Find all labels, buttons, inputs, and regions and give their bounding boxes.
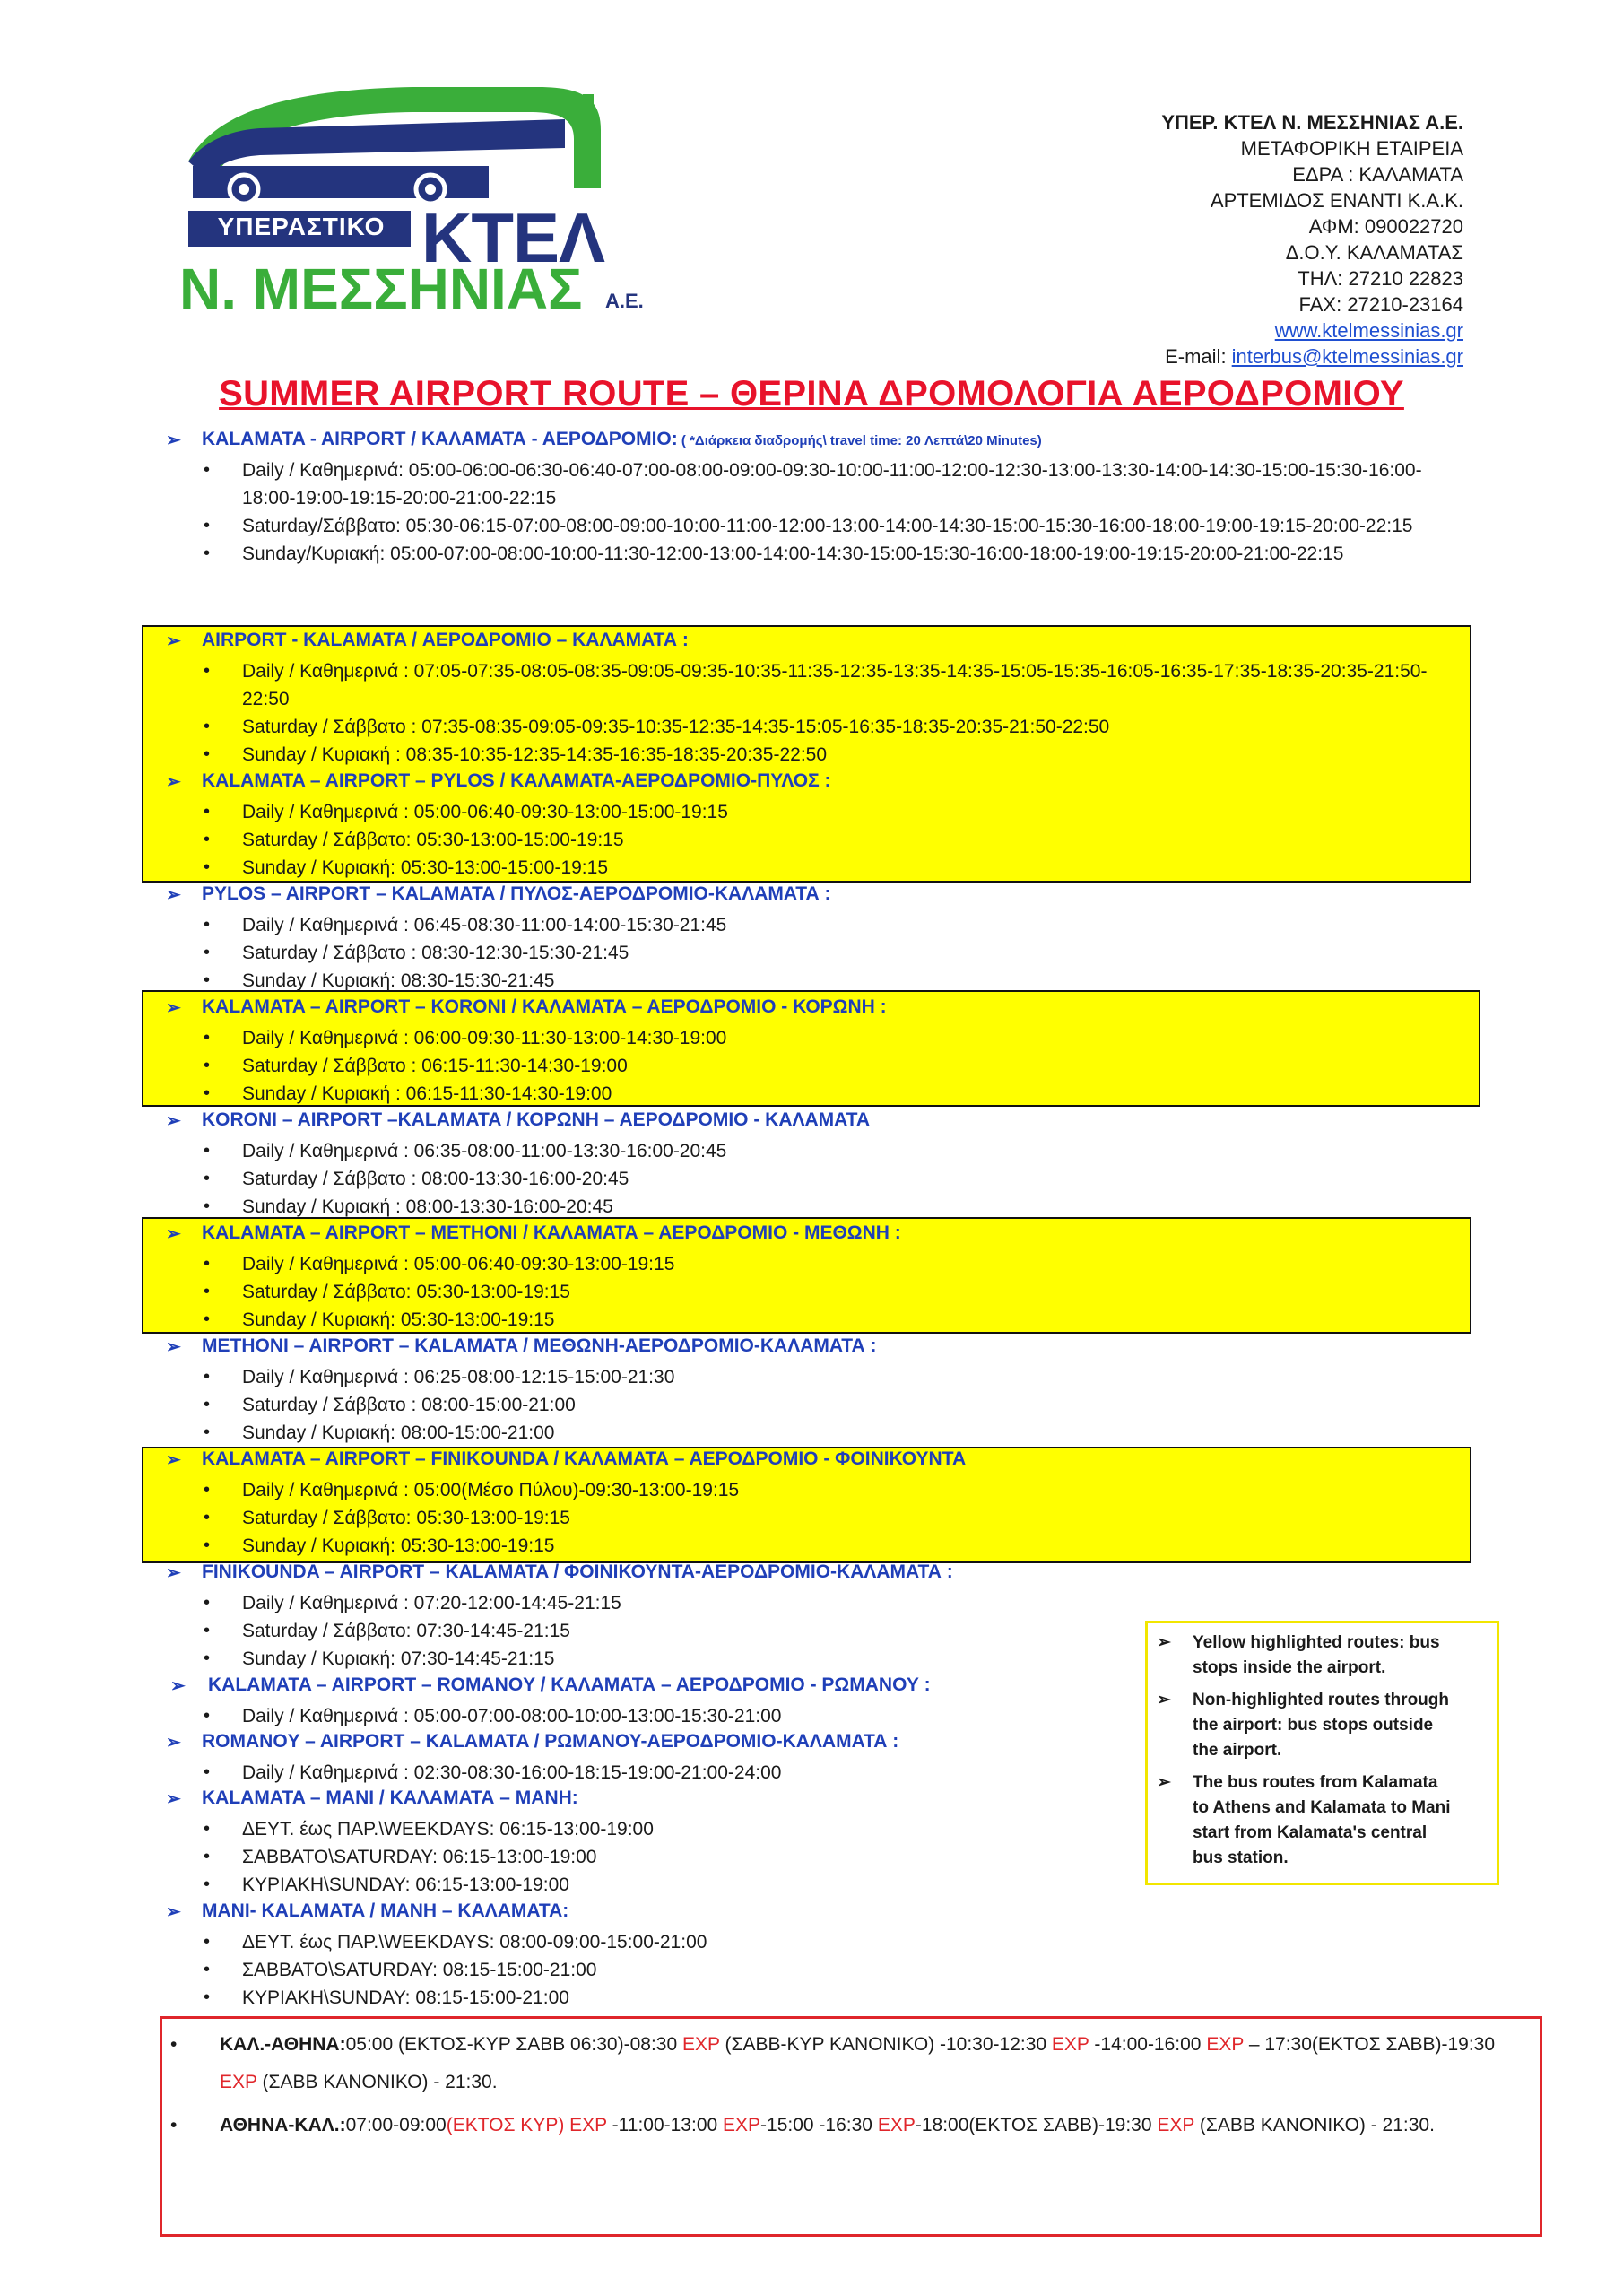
schedule-item: • Sunday / Κυριακή : 06:15-11:30-14:30-19:00 <box>0 1080 1623 1108</box>
arrow-icon: ➢ <box>166 1733 181 1752</box>
bullet-icon: • <box>204 1762 211 1782</box>
bullet-icon: • <box>204 1593 211 1613</box>
route-section <box>0 630 1623 769</box>
route-heading-text: MANI- KALAMATA / ΜΑΝΗ – ΚΑΛΑΜΑΤΑ: <box>202 1900 569 1921</box>
schedule-item: • Saturday / Σάββατο: 05:30-13:00-15:00-19:15 <box>0 826 1623 854</box>
athens-line: • ΚΑΛ.-ΑΘΗΝΑ:05:00 (ΕΚΤΟΣ-ΚΥΡ ΣΑΒΒ 06:30)-08:30 EXP (ΣΑΒΒ-ΚΥΡ ΚΑΝΟΝΙΚΟ) -10:30-12:30 EXP -14:00-16:00 EXP – 17:30(ΕΚΤΟΣ ΣΑΒΒ)-19:30 EXP (ΣΑΒΒ ΚΑΝΟΝΙΚΟ) - 21:30. <box>211 2026 1511 2101</box>
route-heading-text: KALAMATA – AIRPORT – KORONI / ΚΑΛΑΜΑΤΑ – ΑΕΡΟΔΡΟΜΙΟ - ΚΟΡΩΝΗ : <box>202 996 887 1017</box>
bullet-icon: • <box>204 460 211 480</box>
email-link[interactable]: interbus@ktelmessinias.gr <box>1231 345 1463 368</box>
bullet-icon: • <box>204 1960 211 1979</box>
arrow-icon: ➢ <box>166 1224 181 1244</box>
bullet-icon: • <box>204 1309 211 1329</box>
logo-bottom-text: Ν. ΜΕΣΣΗΝΙΑΣ <box>179 257 583 321</box>
schedule-item: • Saturday / Σάββατο: 05:30-13:00-19:15 <box>0 1504 1623 1532</box>
route-heading <box>0 1222 1623 1250</box>
bullet-icon: • <box>204 802 211 822</box>
bullet-icon: • <box>204 1648 211 1668</box>
bullet-icon: • <box>204 1141 211 1161</box>
route-section <box>0 429 1623 568</box>
schedule-item: • Saturday / Σάββατο: 05:30-13:00-19:15 <box>0 1278 1623 1306</box>
schedule-item: • Daily / Καθημερινά : 05:00(Μέσο Πύλου)-09:30-13:00-19:15 <box>0 1476 1623 1504</box>
bullet-icon: • <box>204 516 211 535</box>
route-heading-text: KALAMATA - AIRPORT / ΚΑΛΑΜΑΤΑ - ΑΕΡΟΔΡΟΜΙΟ: <box>202 429 678 449</box>
schedule-item: • Daily / Καθημερινά : 07:20-12:00-14:45-21:15 <box>0 1589 1623 1617</box>
bullet-icon: • <box>204 857 211 877</box>
arrow-icon: ➢ <box>166 998 181 1018</box>
schedule-item: • Sunday/Κυριακή: 05:00-07:00-08:00-10:00-11:30-12:00-13:00-14:00-14:30-15:00-15:30-16:00-18:00-19:00-19:15-20:00-21:00-22:15 <box>0 540 1623 568</box>
arrow-icon: ➢ <box>166 1111 181 1131</box>
company-info <box>1161 109 1463 370</box>
arrow-icon: ➢ <box>166 1450 181 1470</box>
company-line: ΑΦΜ: 090022720 <box>1308 215 1463 238</box>
arrow-icon: ➢ <box>1157 1773 1171 1792</box>
schedule-item: • Daily / Καθημερινά: 05:00-06:00-06:30-06:40-07:00-08:00-09:00-09:30-10:00-11:00-12:00-12:30-13:00-13:30-14:00-14:30-15:00-15:30-16:00-18:00-19:00-19:15-20:00-21:00-22:15 <box>0 457 1623 512</box>
schedule-item: • Daily / Καθημερινά : 05:00-06:40-09:30-13:00-19:15 <box>0 1250 1623 1278</box>
schedule-item: • Daily / Καθημερινά : 02:30-08:30-16:00-18:15-19:00-21:00-24:00 <box>0 1759 1623 1787</box>
arrow-icon: ➢ <box>1157 1691 1171 1709</box>
route-heading-text: KALAMATA – MANI / ΚΑΛΑΜΑΤΑ – ΜΑΝΗ: <box>202 1787 578 1808</box>
arrow-icon: ➢ <box>166 885 181 905</box>
schedule-item: • Daily / Καθημερινά : 06:35-08:00-11:00-13:30-16:00-20:45 <box>0 1137 1623 1165</box>
route-heading-text: KALAMATA – AIRPORT – ROMANOY / ΚΑΛΑΜΑΤΑ – ΑΕΡΟΔΡΟΜΙΟ - ΡΩΜΑΝΟΥ : <box>208 1674 931 1695</box>
arrow-icon: ➢ <box>170 1676 186 1696</box>
route-section <box>0 770 1623 882</box>
bullet-icon: • <box>204 1847 211 1866</box>
schedule-item: • Saturday / Σάββατο: 07:30-14:45-21:15 <box>0 1617 1623 1645</box>
schedule-item: • Sunday / Κυριακή : 08:35-10:35-12:35-14:35-16:35-18:35-20:35-22:50 <box>0 741 1623 769</box>
route-heading-text: ROMANOY – AIRPORT – KALAMATA / ΡΩΜΑΝΟΥ-ΑΕΡΟΔΡΟΜΙΟ-ΚΑΛΑΜΑΤΑ : <box>202 1731 899 1752</box>
schedule-item: • Saturday / Σάββατο : 08:30-12:30-15:30-21:45 <box>0 939 1623 967</box>
route-heading-text: KORONI – AIRPORT –KALAMATA / ΚΟΡΩΝΗ – ΑΕΡΟΔΡΟΜΙΟ - ΚΑΛΑΜΑΤΑ <box>202 1109 871 1130</box>
schedule-item: • Daily / Καθημερινά : 06:00-09:30-11:30-13:00-14:30-19:00 <box>0 1024 1623 1052</box>
bullet-icon: • <box>204 1621 211 1640</box>
schedule-item: • Daily / Καθημερινά : 06:45-08:30-11:00-14:00-15:30-21:45 <box>0 911 1623 939</box>
route-heading-text: METHONI – AIRPORT – KALAMATA / ΜΕΘΩΝΗ-ΑΕΡΟΔΡΟΜΙΟ-ΚΑΛΑΜΑΤΑ : <box>202 1335 877 1356</box>
bullet-icon: • <box>204 1196 211 1216</box>
schedule-item: • Sunday / Κυριακή: 08:00-15:00-21:00 <box>0 1419 1623 1447</box>
bullet-icon: • <box>204 1056 211 1075</box>
bullet-icon: • <box>204 1028 211 1048</box>
schedule-item: • Sunday / Κυριακή: 05:30-13:00-19:15 <box>0 1532 1623 1560</box>
company-line: ΤΗΛ: 27210 22823 <box>1298 267 1463 290</box>
bullet-icon: • <box>204 1535 211 1555</box>
schedule-item: • ΣΑΒΒΑΤΟ\SATURDAY: 06:15-13:00-19:00 <box>0 1843 1623 1871</box>
bullet-icon: • <box>204 1083 211 1103</box>
company-line: FAX: 27210-23164 <box>1298 293 1463 316</box>
schedule-item: • Saturday / Σάββατο : 08:00-15:00-21:00 <box>0 1391 1623 1419</box>
route-heading-text: KALAMATA – AIRPORT – FINIKOUNDA / ΚΑΛΑΜΑΤΑ – ΑΕΡΟΔΡΟΜΙΟ - ΦΟΙΝΙΚΟΥΝΤΑ <box>202 1448 967 1469</box>
athens-schedule-box <box>160 2016 1542 2237</box>
route-heading <box>0 1109 1623 1137</box>
logo-top-text: ΥΠΕΡΑΣΤΙΚΟ <box>217 213 386 240</box>
schedule-item: • Daily / Καθημερινά : 05:00-07:00-08:00-10:00-13:00-15:30-21:00 <box>0 1702 1623 1730</box>
route-heading <box>0 630 1623 657</box>
schedule-item: • Saturday/Σάββατο: 05:30-06:15-07:00-08:00-09:00-10:00-11:00-12:00-13:00-14:00-14:30-15:00-15:30-16:00-18:00-19:00-19:15-20:00-22:15 <box>0 512 1623 540</box>
arrow-icon: ➢ <box>166 1902 181 1922</box>
schedule-item: • Sunday / Κυριακή: 05:30-13:00-19:15 <box>0 1306 1623 1334</box>
bullet-icon: • <box>204 1508 211 1527</box>
route-section <box>0 1900 1623 2012</box>
schedule-item: • ΚΥΡΙΑΚΗ\SUNDAY: 06:15-13:00-19:00 <box>0 1871 1623 1899</box>
route-heading-text: KALAMATA – AIRPORT – METHONI / ΚΑΛΑΜΑΤΑ – ΑΕΡΟΔΡΟΜΙΟ - ΜΕΘΩΝΗ : <box>202 1222 901 1243</box>
legend-item: ➢ The bus routes from Kalamata to Athens and Kalamata to Mani start from Kalamata's central bus station. <box>1148 1770 1453 1871</box>
athens-line: • ΑΘΗΝΑ-ΚΑΛ.:07:00-09:00(ΕΚΤΟΣ ΚΥΡ) EXP -11:00-13:00 EXP-15:00 -16:30 EXP-18:00(ΕΚΤΟΣ ΣΑΒΒ)-19:30 EXP (ΣΑΒΒ ΚΑΝΟΝΙΚΟ) - 21:30. <box>211 2107 1511 2144</box>
bullet-icon: • <box>204 1282 211 1301</box>
arrow-icon: ➢ <box>166 1563 181 1583</box>
route-heading-text: FINIKOUNDA – AIRPORT – KALAMATA / ΦΟΙΝΙΚΟΥΝΤΑ-ΑΕΡΟΔΡΟΜΙΟ-ΚΑΛΑΜΑΤΑ : <box>202 1561 953 1582</box>
bullet-icon: • <box>204 717 211 736</box>
schedule-item: • Daily / Καθημερινά : 06:25-08:00-12:15-15:00-21:30 <box>0 1363 1623 1391</box>
email-label: E-mail: <box>1165 345 1232 368</box>
bullet-icon: • <box>204 1254 211 1274</box>
route-section <box>0 1222 1623 1334</box>
company-line: ΕΔΡΑ : ΚΑΛΑΜΑΤΑ <box>1292 163 1463 186</box>
bullet-icon: • <box>204 1480 211 1500</box>
company-line: ΜΕΤΑΦΟΡΙΚΗ ΕΤΑΙΡΕΙΑ <box>1240 137 1463 160</box>
arrow-icon: ➢ <box>166 1789 181 1809</box>
website-link[interactable]: www.ktelmessinias.gr <box>1274 319 1463 342</box>
schedule-item: • ΔΕΥΤ. έως ΠΑΡ.\WEEKDAYS: 08:00-09:00-15:00-21:00 <box>0 1928 1623 1956</box>
schedule-item: • ΚΥΡΙΑΚΗ\SUNDAY: 08:15-15:00-21:00 <box>0 1984 1623 2012</box>
arrow-icon: ➢ <box>166 1337 181 1357</box>
route-section <box>0 1109 1623 1221</box>
bullet-icon: • <box>204 1422 211 1442</box>
schedule-item: • Saturday / Σάββατο : 06:15-11:30-14:30-19:00 <box>0 1052 1623 1080</box>
company-line: ΑΡΤΕΜΙΔΟΣ ΕΝΑΝΤΙ Κ.Α.Κ. <box>1210 189 1463 212</box>
schedule-item: • ΣΑΒΒΑΤΟ\SATURDAY: 08:15-15:00-21:00 <box>0 1956 1623 1984</box>
bullet-icon: • <box>204 970 211 990</box>
logo-suffix-text: Α.Ε. <box>605 290 644 312</box>
bullet-icon: • <box>204 830 211 849</box>
route-section <box>0 883 1623 995</box>
schedule-item: • Saturday / Σάββατο : 08:00-13:30-16:00-20:45 <box>0 1165 1623 1193</box>
route-section <box>0 1448 1623 1560</box>
schedule-item: • ΔΕΥΤ. έως ΠΑΡ.\WEEKDAYS: 06:15-13:00-19:00 <box>0 1815 1623 1843</box>
company-name: ΥΠΕΡ. ΚΤΕΛ Ν. ΜΕΣΣΗΝΙΑΣ Α.Ε. <box>1161 111 1463 134</box>
schedule-item: • Sunday / Κυριακή: 07:30-14:45-21:15 <box>0 1645 1623 1673</box>
schedule-item: • Daily / Καθημερινά : 05:00-06:40-09:30-13:00-15:00-19:15 <box>0 798 1623 826</box>
bullet-icon: • <box>204 1395 211 1414</box>
bullet-icon: • <box>204 1932 211 1952</box>
route-heading <box>0 1900 1623 1928</box>
route-heading <box>0 1561 1623 1589</box>
arrow-icon: ➢ <box>166 772 181 792</box>
route-heading <box>0 429 1623 457</box>
route-heading <box>0 1335 1623 1363</box>
arrow-icon: ➢ <box>166 430 181 450</box>
route-section <box>0 996 1623 1108</box>
bullet-icon: • <box>204 1706 211 1726</box>
route-heading-text: KALAMATA – AIRPORT – PYLOS / ΚΑΛΑΜΑΤΑ-ΑΕΡΟΔΡΟΜΙΟ-ΠΥΛΟΣ : <box>202 770 831 791</box>
logo-ktel-text: ΚΤΕΛ <box>421 198 605 277</box>
bullet-icon: • <box>204 1874 211 1894</box>
bullet-icon: • <box>204 1169 211 1188</box>
route-heading-text: PYLOS – AIRPORT – KALAMATA / ΠΥΛΟΣ-ΑΕΡΟΔΡΟΜΙΟ-ΚΑΛΑΜΑΤΑ : <box>202 883 831 904</box>
bullet-icon: • <box>204 1987 211 2007</box>
bullet-icon: • <box>204 1367 211 1387</box>
bullet-icon: • <box>204 661 211 681</box>
schedule-item: • Sunday / Κυριακή : 08:00-13:30-16:00-20:45 <box>0 1193 1623 1221</box>
route-heading <box>0 883 1623 911</box>
legend-box <box>1145 1621 1499 1885</box>
route-heading-text: AIRPORT - KALAMATA / ΑΕΡΟΔΡΟΜΙΟ – ΚΑΛΑΜΑΤΑ : <box>202 630 689 650</box>
route-heading <box>0 1448 1623 1476</box>
bullet-icon: • <box>204 915 211 935</box>
schedule-item: • Saturday / Σάββατο : 07:35-08:35-09:05-09:35-10:35-12:35-14:35-15:05-16:35-18:35-20:35-21:50-22:50 <box>0 713 1623 741</box>
route-heading <box>0 996 1623 1024</box>
schedule-item: • Daily / Καθημερινά : 07:05-07:35-08:05-08:35-09:05-09:35-10:35-11:35-12:35-13:35-14:35-15:05-15:35-16:05-16:35-17:35-18:35-20:35-21:50-22:50 <box>0 657 1623 713</box>
bullet-icon: • <box>204 943 211 962</box>
bullet-icon: • <box>170 2034 178 2055</box>
route-heading <box>0 770 1623 798</box>
bullet-icon: • <box>204 744 211 764</box>
schedule-item: • Sunday / Κυριακή: 08:30-15:30-21:45 <box>0 967 1623 995</box>
bullet-icon: • <box>204 544 211 563</box>
page-title: SUMMER AIRPORT ROUTE – ΘΕΡΙΝΑ ΔΡΟΜΟΛΟΓΙΑ ΑΕΡΟΔΡΟΜΙΟΥ <box>219 374 1404 413</box>
legend-item: ➢ Non-highlighted routes through the airport: bus stops outside the airport. <box>1148 1688 1453 1763</box>
route-note: ( *Διάρκεια διαδρομής\ travel time: 20 Λεπτά\20 Minutes) <box>677 433 1042 448</box>
company-line: Δ.Ο.Υ. ΚΑΛΑΜΑΤΑΣ <box>1285 241 1463 264</box>
route-section <box>0 1335 1623 1447</box>
company-logo <box>179 76 681 332</box>
legend-item: ➢ Yellow highlighted routes: bus stops inside the airport. <box>1148 1631 1453 1681</box>
arrow-icon: ➢ <box>166 631 181 651</box>
bullet-icon: • <box>204 1819 211 1839</box>
arrow-icon: ➢ <box>1157 1633 1171 1652</box>
bullet-icon: • <box>170 2115 178 2135</box>
schedule-item: • Sunday / Κυριακή: 05:30-13:00-15:00-19:15 <box>0 854 1623 882</box>
